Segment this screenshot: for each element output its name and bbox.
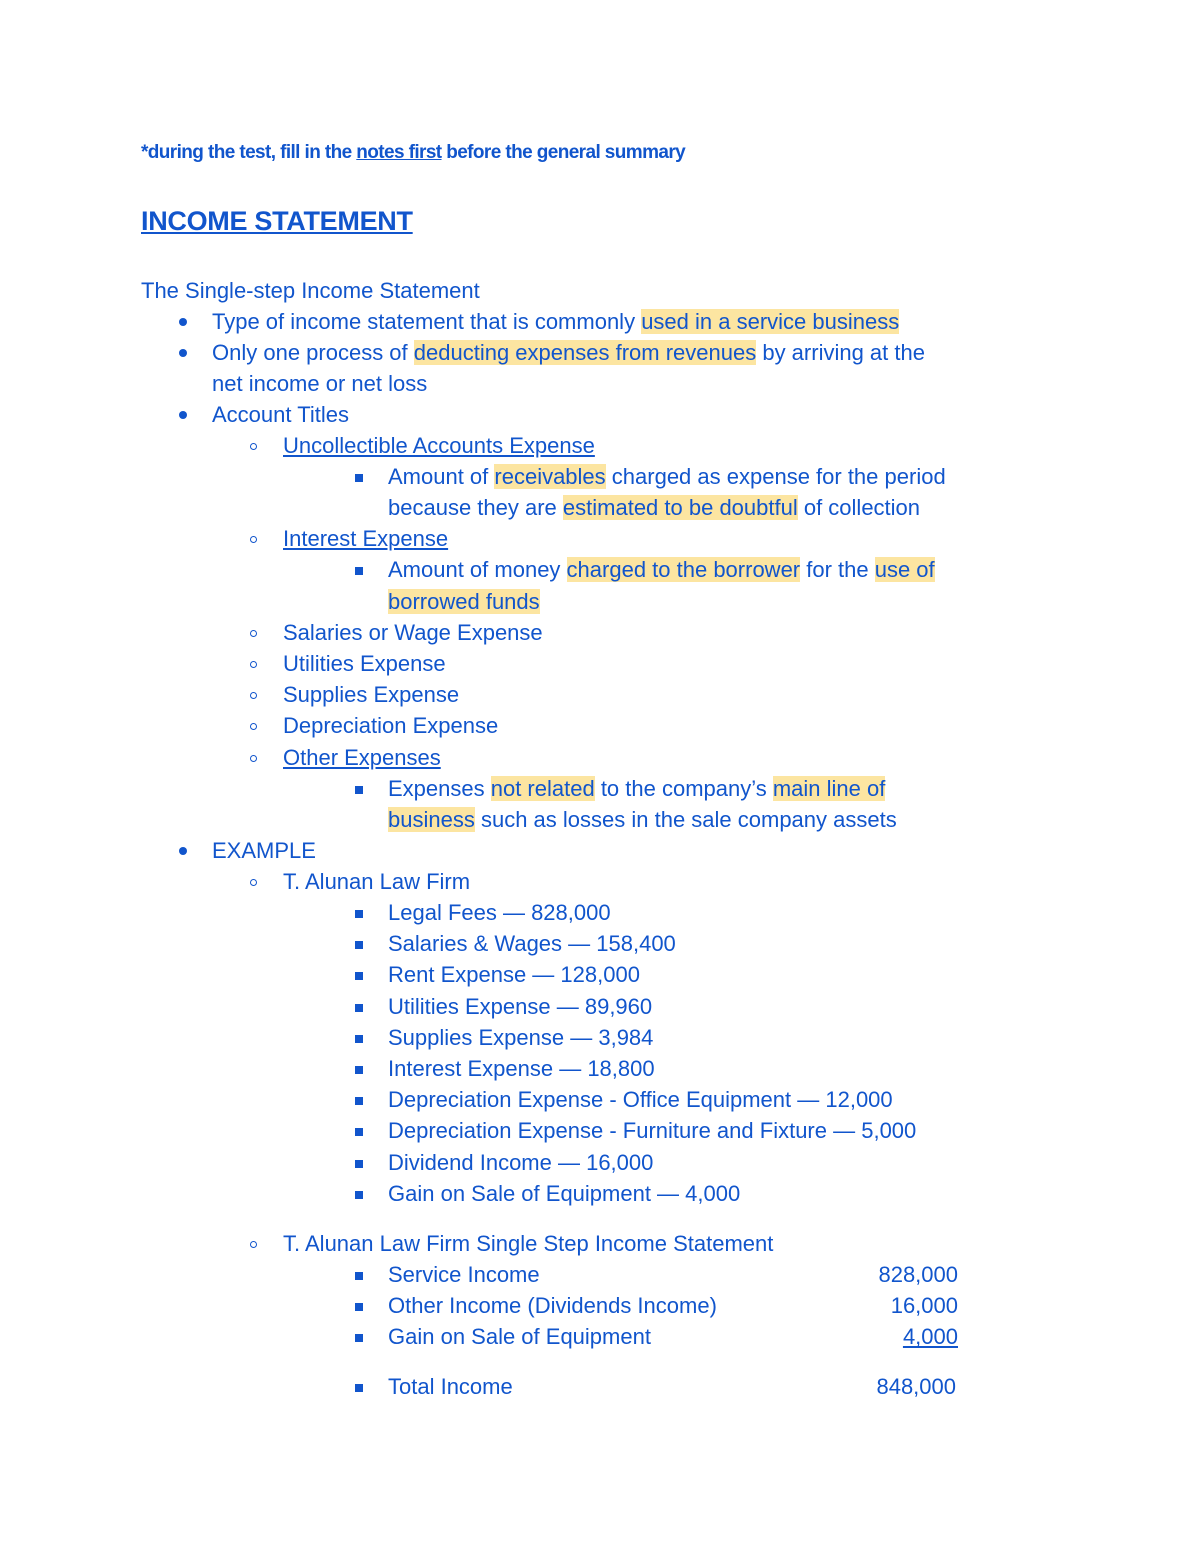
firm-item: Utilities Expense — 89,960	[388, 993, 653, 1019]
bullet-square-icon	[355, 1160, 363, 1168]
bullet-dot-icon	[179, 318, 187, 326]
desc-uncollectible-1: Amount of receivables charged as expense for the period	[388, 464, 946, 489]
bullet-dot-icon	[179, 847, 187, 855]
desc-interest-1: Amount of money charged to the borrower for the use of	[388, 557, 935, 582]
statement-row-label: Gain on Sale of Equipment	[388, 1324, 651, 1350]
bullet-square-icon	[355, 972, 363, 980]
bullet-square-icon	[355, 1035, 363, 1043]
firm-item: Salaries & Wages — 158,400	[388, 931, 676, 957]
statement-row-label: Other Income (Dividends Income)	[388, 1293, 717, 1319]
firm-item: Rent Expense — 128,000	[388, 962, 640, 988]
bullet-square-icon	[355, 941, 363, 949]
bullet-circle-icon	[250, 755, 257, 762]
bullet-dot-icon	[179, 411, 187, 419]
firm-item: Legal Fees — 828,000	[388, 900, 611, 925]
total-income-label: Total Income	[388, 1374, 513, 1399]
bullet-square-icon	[355, 1334, 363, 1342]
firm-item: Depreciation Expense - Office Equipment — 12,000	[388, 1087, 893, 1113]
bullet-square-icon	[355, 1066, 363, 1074]
bullet-square-icon	[355, 1272, 363, 1280]
firm-item: Interest Expense — 18,800	[388, 1056, 655, 1081]
bullet-square-icon	[355, 1128, 363, 1136]
statement-row-amount: 828,000	[878, 1262, 958, 1287]
bullet-circle-icon	[250, 661, 257, 668]
bullet-one-process: Only one process of deducting expenses from revenues by arriving at the	[212, 340, 925, 365]
bullet-square-icon	[355, 910, 363, 918]
bullet-service-business: Type of income statement that is commonly used in a service business	[212, 309, 900, 334]
item-supplies-expense: Supplies Expense	[283, 682, 460, 707]
bullet-one-process-cont: net income or net loss	[212, 371, 428, 396]
desc-other-2: business such as losses in the sale company assets	[388, 807, 897, 832]
firm-item: Depreciation Expense - Furniture and Fixture — 5,000	[388, 1118, 917, 1144]
desc-other-1: Expenses not related to the company’s main line of	[388, 776, 886, 801]
bullet-square-icon	[355, 786, 363, 794]
firm-title: T. Alunan Law Firm	[283, 869, 471, 894]
bullet-account-titles: Account Titles	[212, 402, 349, 427]
desc-uncollectible-2: because they are estimated to be doubtful of collection	[388, 495, 921, 520]
item-utilities-expense: Utilities Expense	[283, 651, 446, 676]
test-note: *during the test, fill in the notes first before the general summary	[141, 142, 686, 163]
statement-row-amount: 16,000	[890, 1293, 958, 1319]
bullet-square-icon	[355, 1004, 363, 1012]
item-salaries-expense: Salaries or Wage Expense	[283, 620, 543, 645]
bullet-square-icon	[355, 567, 363, 575]
bullet-square-icon	[355, 1303, 363, 1311]
firm-item: Gain on Sale of Equipment — 4,000	[388, 1180, 741, 1206]
firm-item: Dividend Income — 16,000	[388, 1149, 654, 1175]
bullet-example: EXAMPLE	[212, 838, 316, 863]
bullet-square-icon	[355, 1191, 363, 1199]
bullet-circle-icon	[250, 1241, 257, 1248]
item-uncollectible-accounts: Uncollectible Accounts Expense	[283, 433, 595, 458]
bullet-square-icon	[355, 1097, 363, 1105]
firm-item: Supplies Expense — 3,984	[388, 1024, 654, 1050]
statement-title: T. Alunan Law Firm Single Step Income Statement	[283, 1231, 774, 1256]
bullet-circle-icon	[250, 536, 257, 543]
desc-interest-2: borrowed funds	[388, 589, 540, 614]
item-interest-expense: Interest Expense	[283, 526, 449, 551]
item-other-expenses: Other Expenses	[283, 745, 441, 770]
bullet-circle-icon	[250, 630, 257, 637]
bullet-circle-icon	[250, 723, 257, 730]
bullet-circle-icon	[250, 692, 257, 699]
notes-first-emphasis: notes first	[356, 142, 442, 163]
bullet-square-icon	[355, 474, 363, 482]
bullet-dot-icon	[179, 349, 187, 357]
statement-row-label: Service Income	[388, 1262, 540, 1287]
item-depreciation-expense: Depreciation Expense	[283, 713, 499, 738]
bullet-circle-icon	[250, 879, 257, 886]
total-income-amount: 848,000	[876, 1374, 956, 1399]
bullet-square-icon	[355, 1384, 363, 1392]
section-subtitle: The Single-step Income Statement	[141, 278, 480, 303]
bullet-circle-icon	[250, 443, 257, 450]
statement-row-amount: 4,000	[902, 1324, 958, 1350]
page-title: INCOME STATEMENT	[141, 206, 413, 236]
